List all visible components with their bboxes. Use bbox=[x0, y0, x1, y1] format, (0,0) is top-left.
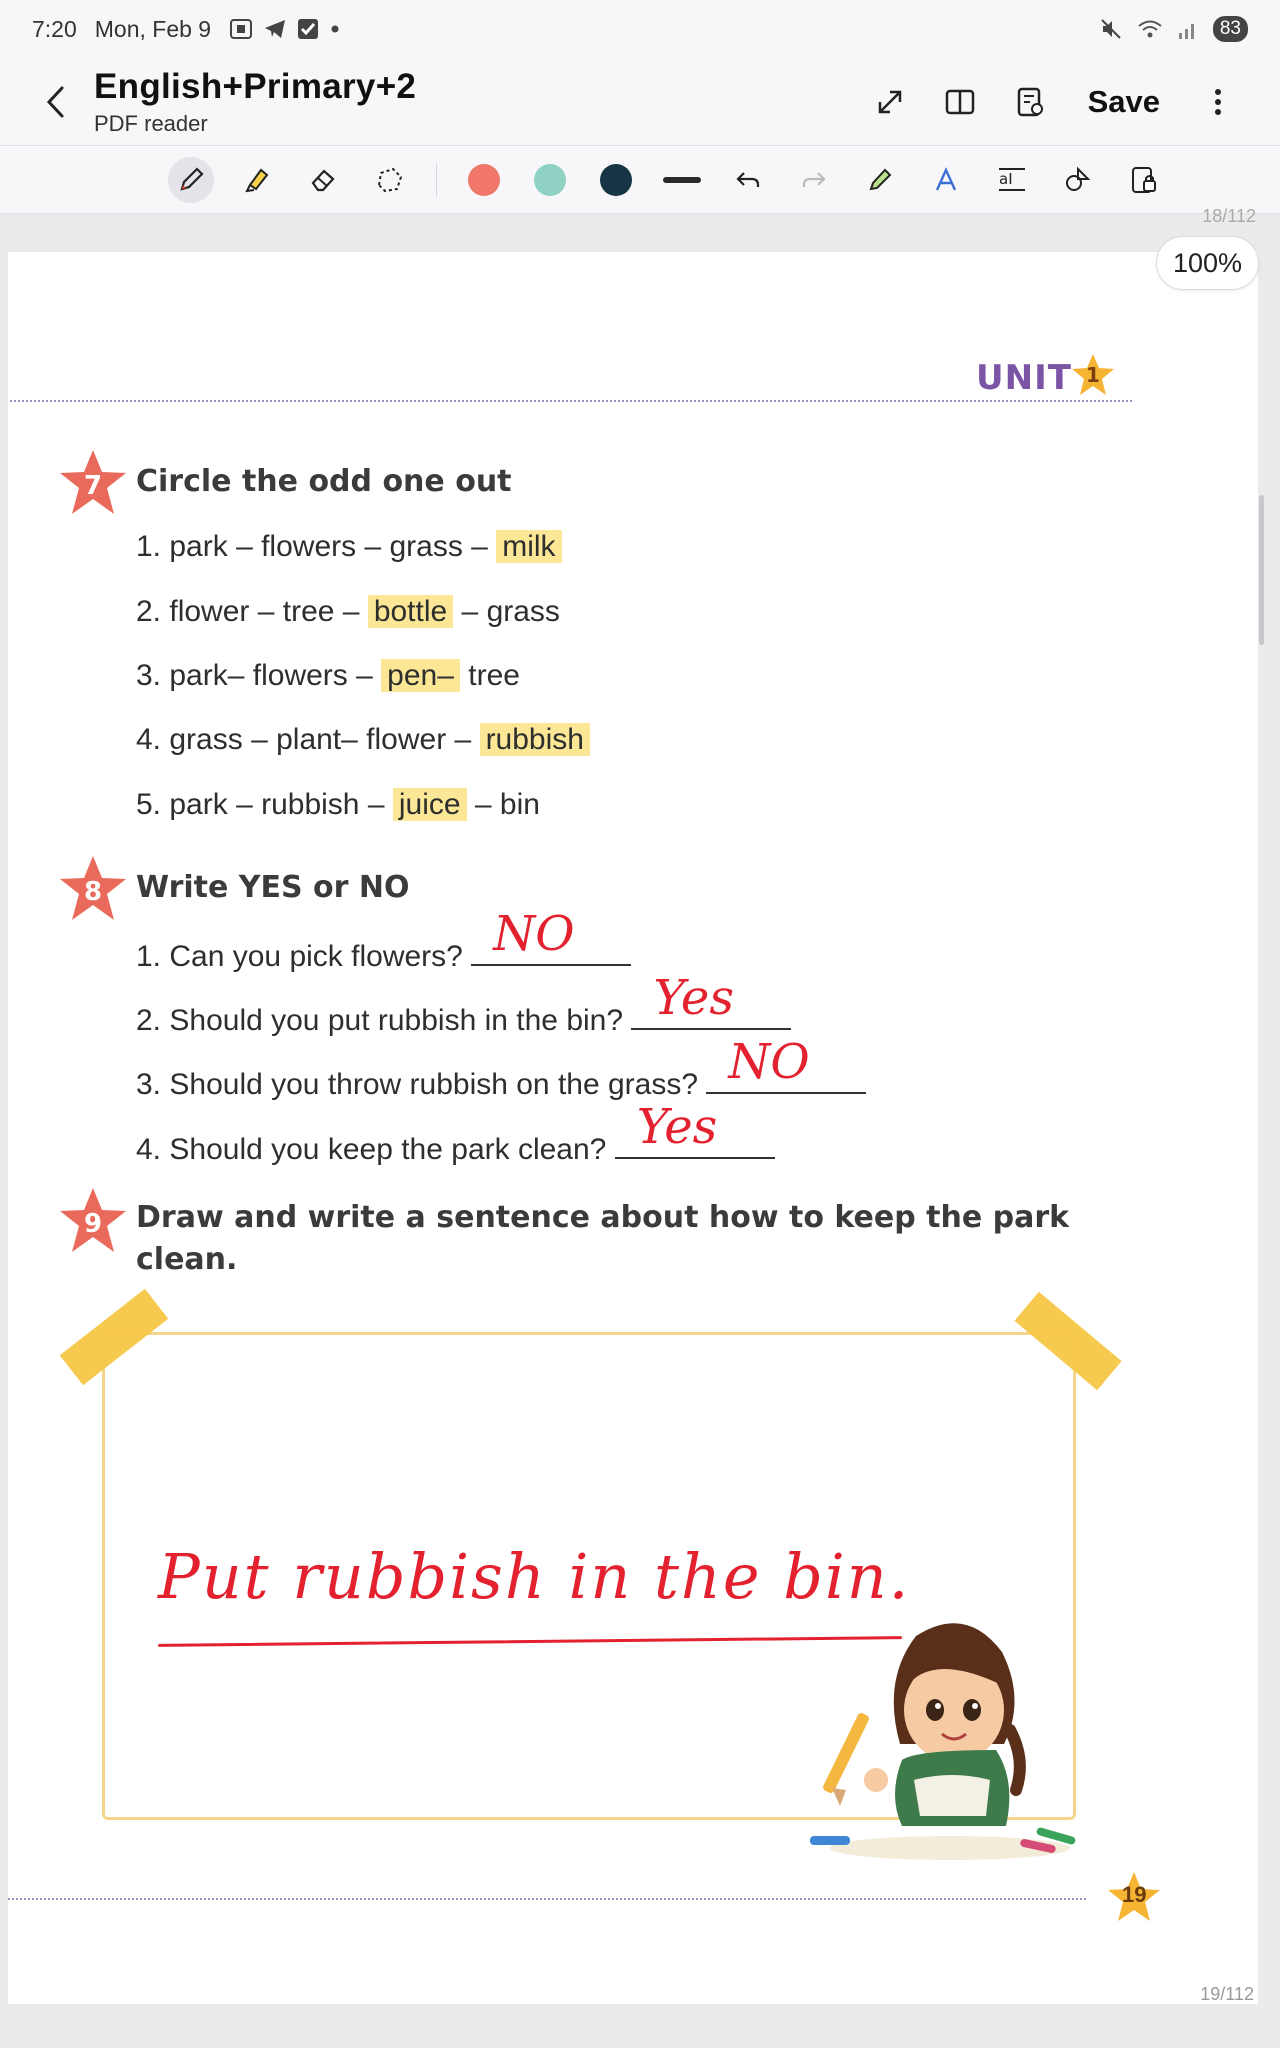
section-9-star-icon bbox=[56, 1186, 130, 1256]
text-style-button[interactable] bbox=[923, 157, 969, 203]
scrollbar-thumb[interactable] bbox=[1259, 495, 1264, 645]
chevron-left-icon bbox=[44, 85, 66, 119]
odd-one-item: 3. park– flowers – pen– tree bbox=[136, 659, 520, 692]
section-8-star-icon bbox=[56, 854, 130, 924]
dot-icon bbox=[329, 18, 341, 40]
highlighted-answer: milk bbox=[496, 530, 561, 563]
mint-swatch bbox=[534, 164, 566, 196]
page-number: 19 bbox=[1122, 1882, 1147, 1907]
redo-icon bbox=[799, 165, 829, 195]
handwritten-answer: NO bbox=[728, 1034, 810, 1090]
lock-page-button[interactable] bbox=[1121, 157, 1167, 203]
highlighted-answer: pen– bbox=[381, 659, 460, 692]
mute-icon bbox=[1099, 17, 1123, 41]
eraser-tool[interactable] bbox=[300, 157, 346, 203]
more-options-button[interactable] bbox=[1196, 80, 1240, 124]
marker-tool[interactable] bbox=[857, 157, 903, 203]
girl-drawing-illustration bbox=[790, 1610, 1110, 1870]
odd-one-item: 2. flower – tree – bottle – grass bbox=[136, 595, 560, 628]
page-indicator-top: 18/112 bbox=[1202, 206, 1256, 226]
unit-number: 1 bbox=[1086, 363, 1100, 387]
battery-indicator: 83 bbox=[1213, 16, 1248, 42]
status-date: Mon, Feb 9 bbox=[94, 15, 212, 42]
navy-swatch bbox=[600, 164, 632, 196]
document-title: English+Primary+2 bbox=[94, 66, 417, 106]
answer-blank[interactable] bbox=[706, 1034, 866, 1094]
section-9-title-line1: Draw and write a sentence about how to keep the park bbox=[136, 1200, 1070, 1235]
highlighter-tool[interactable] bbox=[234, 157, 280, 203]
line-width-icon bbox=[663, 177, 701, 183]
answer-blank[interactable] bbox=[615, 1099, 775, 1159]
answer-blank[interactable] bbox=[471, 906, 631, 966]
text-box-button[interactable] bbox=[989, 157, 1035, 203]
lock-doc-icon bbox=[1129, 164, 1159, 196]
color-swatch-1[interactable] bbox=[461, 157, 507, 203]
wifi-icon bbox=[1137, 17, 1163, 41]
undo-button[interactable] bbox=[725, 157, 771, 203]
section-7-title: Circle the odd one out bbox=[136, 464, 512, 499]
section-8-title: Write YES or NO bbox=[136, 870, 410, 905]
telegram-icon bbox=[263, 18, 287, 40]
annotation-toolbar bbox=[0, 146, 1280, 214]
unit-star-icon bbox=[1070, 352, 1116, 398]
line-width-button[interactable] bbox=[659, 157, 705, 203]
save-button[interactable]: Save bbox=[1087, 83, 1160, 119]
marker-icon bbox=[865, 165, 895, 195]
expand-button[interactable] bbox=[868, 80, 912, 124]
shapes-icon bbox=[1063, 165, 1093, 195]
document-subtitle: PDF reader bbox=[94, 110, 208, 136]
handwritten-answer: NO bbox=[493, 906, 575, 962]
question-item: 3. Should you throw rubbish on the grass? NO bbox=[136, 1064, 866, 1102]
handwritten-sentence: Put rubbish in the bin. bbox=[158, 1540, 911, 1613]
handwritten-answer: Yes bbox=[653, 970, 734, 1026]
svg-text:8: 8 bbox=[83, 877, 103, 907]
color-swatch-3[interactable] bbox=[593, 157, 639, 203]
text-box-icon bbox=[996, 165, 1028, 195]
svg-text:aI: aI bbox=[999, 169, 1013, 188]
highlighted-answer: rubbish bbox=[480, 723, 590, 756]
section-7-star-icon bbox=[56, 448, 130, 518]
text-style-icon bbox=[931, 165, 961, 195]
zoom-level[interactable]: 100% bbox=[1156, 236, 1259, 290]
svg-text:9: 9 bbox=[83, 1209, 103, 1239]
checkbox-icon bbox=[297, 18, 319, 40]
odd-one-item: 1. park – flowers – grass – milk bbox=[136, 530, 562, 564]
svg-text:7: 7 bbox=[83, 471, 103, 501]
toolbar-separator bbox=[436, 163, 437, 197]
question-item: 1. Can you pick flowers? NO bbox=[136, 936, 631, 974]
settings-doc-icon bbox=[1015, 86, 1045, 118]
lasso-tool[interactable] bbox=[366, 157, 412, 203]
book-icon bbox=[944, 88, 976, 116]
shapes-button[interactable] bbox=[1055, 157, 1101, 203]
page-indicator-bottom: 19/112 bbox=[1200, 1984, 1254, 2004]
answer-blank[interactable] bbox=[631, 970, 791, 1030]
page-footer-divider bbox=[8, 1898, 1086, 1900]
signal-icon bbox=[1177, 17, 1199, 41]
highlighter-icon bbox=[242, 165, 272, 195]
status-time: 7:20 bbox=[32, 15, 77, 42]
app-bar bbox=[0, 58, 1280, 146]
lasso-icon bbox=[373, 165, 405, 195]
document-settings-button[interactable] bbox=[1008, 80, 1052, 124]
screenshot-icon bbox=[229, 18, 253, 40]
expand-icon bbox=[875, 87, 905, 117]
eraser-icon bbox=[308, 165, 338, 195]
handwritten-answer: Yes bbox=[636, 1099, 718, 1155]
odd-one-item: 5. park – rubbish – juice – bin bbox=[136, 788, 540, 821]
section-9-title-line2: clean. bbox=[136, 1242, 238, 1277]
question-item: 4. Should you keep the park clean? Yes bbox=[136, 1129, 775, 1167]
highlighted-answer: juice bbox=[393, 788, 467, 821]
highlighted-answer: bottle bbox=[368, 595, 453, 628]
redo-button[interactable] bbox=[791, 157, 837, 203]
coral-swatch bbox=[468, 164, 500, 196]
undo-icon bbox=[733, 165, 763, 195]
more-icon bbox=[1213, 87, 1223, 117]
back-button[interactable] bbox=[28, 75, 82, 129]
odd-one-item: 4. grass – plant– flower – rubbish bbox=[136, 723, 590, 757]
color-swatch-2[interactable] bbox=[527, 157, 573, 203]
book-view-button[interactable] bbox=[938, 80, 982, 124]
status-bar bbox=[0, 0, 1280, 58]
question-item: 2. Should you put rubbish in the bin? Yes bbox=[136, 1000, 791, 1038]
pen-tool[interactable] bbox=[168, 157, 214, 203]
pen-icon bbox=[176, 165, 206, 195]
unit-divider bbox=[10, 400, 1132, 402]
unit-label: UNIT bbox=[976, 358, 1072, 398]
